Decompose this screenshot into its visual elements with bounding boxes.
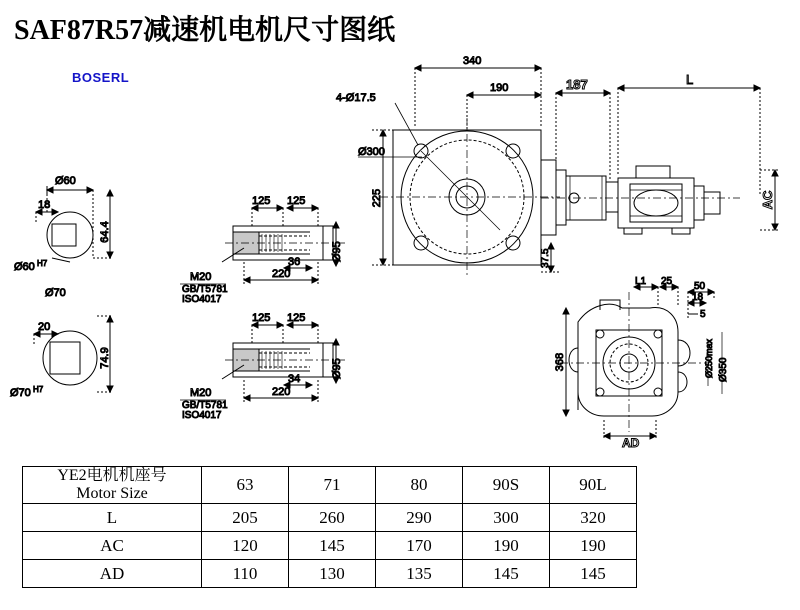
cell-l-80: 290 [376,504,463,532]
table-header-63: 63 [202,467,289,504]
svg-text:Ø250max: Ø250max [704,338,714,378]
cell-ad-90s: 145 [463,560,550,588]
cell-l-71: 260 [289,504,376,532]
svg-text:34: 34 [288,373,301,385]
header-en: Motor Size [76,485,148,502]
cell-ac-71: 145 [289,532,376,560]
svg-text:220: 220 [272,386,291,398]
svg-text:Ø70: Ø70 [10,387,31,399]
svg-text:AC: AC [760,190,775,210]
cell-l-90l: 320 [550,504,637,532]
svg-text:Ø60: Ø60 [55,175,76,187]
svg-text:18: 18 [38,199,51,211]
table-header-row [23,467,637,504]
svg-text:Ø350: Ø350 [718,357,729,382]
cell-ac-90l: 190 [550,532,637,560]
svg-text:50: 50 [694,281,706,292]
cell-ad-80: 135 [376,560,463,588]
cell-ac-90s: 190 [463,532,550,560]
svg-text:125: 125 [252,195,271,207]
cell-ad-71: 130 [289,560,376,588]
svg-text:GB/T5781: GB/T5781 [182,400,228,411]
svg-text:M20: M20 [190,387,212,399]
svg-text:Ø60: Ø60 [14,261,35,273]
header-cn: YE2电机机座号 [57,467,167,484]
svg-text:Ø95: Ø95 [331,358,343,379]
svg-text:340: 340 [463,55,482,67]
row-label-l: L [23,504,202,532]
svg-text:Ø70: Ø70 [45,287,66,299]
svg-text:187: 187 [566,77,588,92]
svg-text:Ø95: Ø95 [331,241,343,262]
table-header-71: 71 [289,467,376,504]
svg-text:25: 25 [661,276,673,287]
table-header-80: 80 [376,467,463,504]
svg-text:225: 225 [371,188,383,208]
svg-text:125: 125 [252,312,271,324]
svg-text:4-Ø17.5: 4-Ø17.5 [336,92,376,104]
row-label-ad: AD [23,560,202,588]
svg-text:L: L [686,72,694,87]
svg-text:Ø300: Ø300 [358,146,385,158]
svg-text:ISO4017: ISO4017 [182,410,222,421]
svg-text:220: 220 [272,268,291,280]
svg-text:36: 36 [288,256,301,268]
svg-text:L1: L1 [635,276,647,287]
cell-l-90s: 300 [463,504,550,532]
cell-ad-90l: 145 [550,560,637,588]
svg-text:M20: M20 [190,271,212,283]
svg-text:5: 5 [700,309,706,320]
svg-text:125: 125 [287,195,306,207]
cell-ac-80: 170 [376,532,463,560]
table-row [23,532,637,560]
table-header-label [23,467,202,504]
brand-logo: BOSERL [72,70,130,85]
svg-text:190: 190 [490,82,509,94]
cell-ad-63: 110 [202,560,289,588]
svg-text:125: 125 [287,312,306,324]
svg-text:ISO4017: ISO4017 [182,294,222,305]
cell-ac-63: 120 [202,532,289,560]
table-row [23,504,637,532]
svg-text:GB/T5781: GB/T5781 [182,284,228,295]
svg-text:AD: AD [622,436,640,450]
motor-size-table [22,466,637,588]
svg-text:368: 368 [554,352,566,372]
row-label-ac: AC [23,532,202,560]
svg-text:74.9: 74.9 [99,347,111,369]
table-header-90l: 90L [550,467,637,504]
svg-text:64.4: 64.4 [99,221,111,243]
svg-text:H7: H7 [37,259,48,268]
svg-text:18: 18 [692,292,704,303]
table-row [23,560,637,588]
table-header-90s: 90S [463,467,550,504]
page-title: SAF87R57减速机电机尺寸图纸 [14,15,396,46]
svg-text:H7: H7 [33,385,44,394]
svg-text:20: 20 [38,321,51,333]
svg-text:37.5: 37.5 [540,248,551,268]
cell-l-63: 205 [202,504,289,532]
